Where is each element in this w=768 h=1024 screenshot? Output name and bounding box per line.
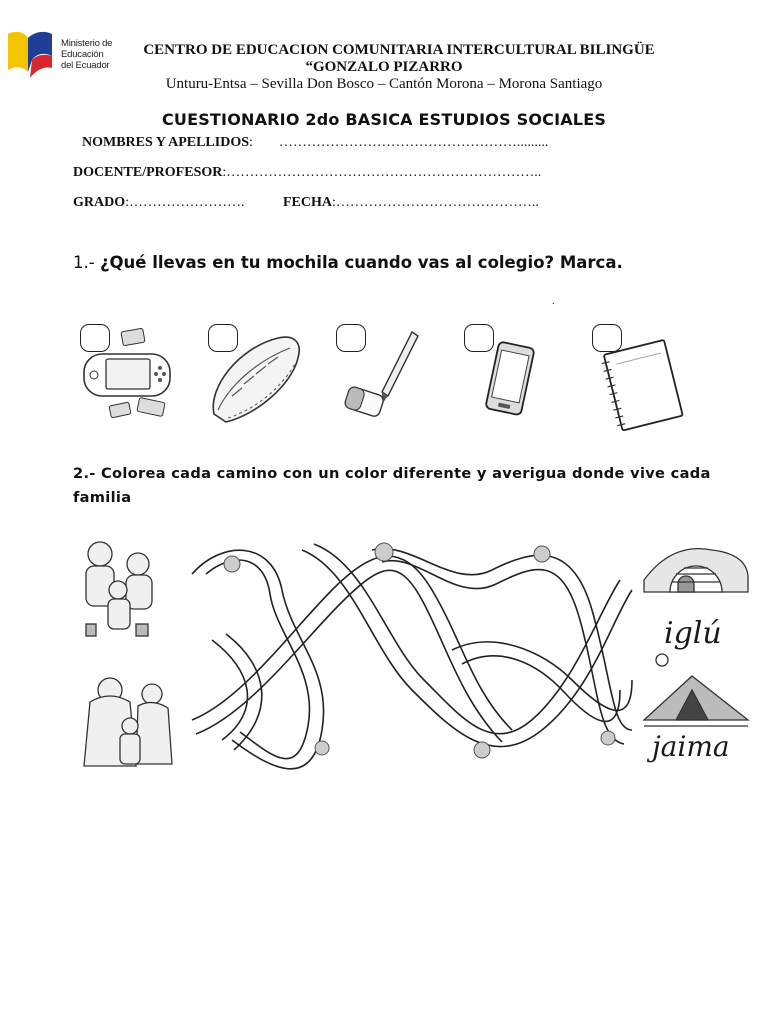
location-line: Unturu-Entsa – Sevilla Don Bosco – Cantón Morona – Morona Santiago	[165, 76, 603, 92]
checkbox-pencil-eraser[interactable]	[336, 324, 366, 352]
desert-family-icon	[84, 678, 172, 766]
question-2: 2.- Colorea cada camino con un color diferente y averigua donde vive cada familia	[73, 465, 711, 506]
backpack-items	[70, 318, 710, 438]
item-notebook[interactable]	[582, 318, 702, 433]
nombres-blank[interactable]: …………………………………………….........	[278, 135, 549, 150]
item-game-console[interactable]	[70, 318, 190, 433]
label-iglu: iglú	[664, 616, 722, 651]
docente-blank[interactable]: :…………………………………………………………..	[222, 165, 542, 180]
checkbox-notebook[interactable]	[592, 324, 622, 352]
checkbox-sandwich[interactable]	[208, 324, 238, 352]
fecha-field[interactable]	[283, 195, 539, 211]
org-name: CENTRO DE EDUCACION COMUNITARIA INTERCULTURAL BILINGÜE	[143, 42, 655, 58]
maze-paths-icon	[192, 544, 632, 769]
nombres-field[interactable]: NOMBRES Y APELLIDOS: …………………………………………….........	[82, 135, 549, 150]
label-jaima: jaima	[652, 730, 730, 763]
question-1-number: 1.-	[73, 253, 95, 272]
inuit-family-icon	[86, 542, 152, 636]
school-name: “GONZALO PIZARRO	[305, 59, 463, 75]
item-pencil-eraser[interactable]	[326, 318, 446, 433]
checkbox-smartphone[interactable]	[464, 324, 494, 352]
fecha-label: FECHA	[283, 195, 332, 210]
item-sandwich[interactable]	[198, 318, 318, 433]
page-title: CUESTIONARIO 2do BASICA ESTUDIOS SOCIALES	[161, 110, 607, 129]
fecha-blank[interactable]: :……………………………………..	[332, 195, 539, 210]
nombres-label: NOMBRES Y APELLIDOS	[82, 135, 249, 150]
item-smartphone[interactable]	[454, 318, 574, 433]
question-1	[73, 253, 623, 272]
docente-label: DOCENTE/PROFESOR	[73, 165, 223, 180]
maze-activity	[72, 530, 752, 780]
docente-field[interactable]	[73, 165, 541, 181]
question-1-text: ¿Qué llevas en tu mochila cuando vas al colegio? Marca.	[99, 253, 623, 272]
grado-label: GRADO	[73, 195, 126, 210]
stray-mark: .	[552, 296, 555, 307]
grado-field[interactable]	[73, 195, 245, 211]
checkbox-game-console[interactable]	[80, 324, 110, 352]
grado-blank[interactable]: :…………………….	[125, 195, 245, 210]
tent-icon	[644, 654, 748, 726]
logo-text: Ministerio de Educación del Ecuador	[61, 38, 113, 71]
igloo-icon	[644, 549, 748, 592]
maze-illustration	[72, 530, 752, 780]
